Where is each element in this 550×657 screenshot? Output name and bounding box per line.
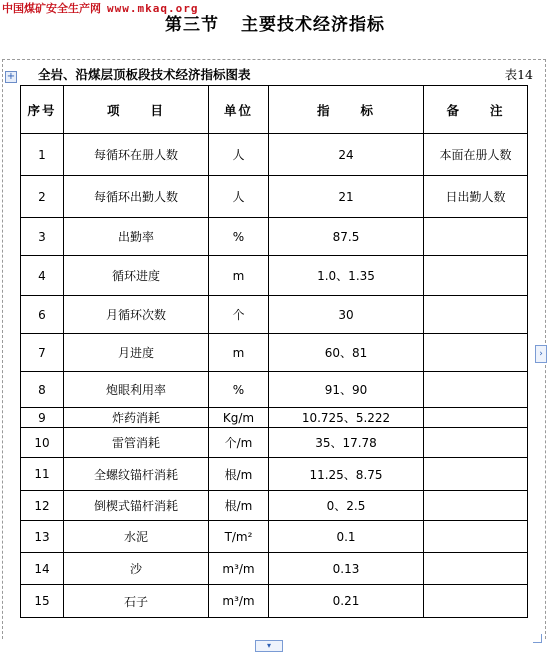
cell-value: 21 — [269, 176, 424, 218]
cell-seq: 12 — [21, 491, 64, 521]
cell-note: 日出勤人数 — [424, 176, 528, 218]
cell-item: 月进度 — [64, 334, 209, 372]
cell-note — [424, 521, 528, 553]
cell-note: 本面在册人数 — [424, 134, 528, 176]
table-row — [21, 134, 528, 176]
table-number: 表14 — [504, 67, 533, 82]
cell-item: 炸药消耗 — [64, 408, 209, 428]
cell-seq: 14 — [21, 553, 64, 585]
cell-item: 石子 — [64, 585, 209, 618]
cell-value: 1.0、1.35 — [269, 256, 424, 296]
cell-value: 35、17.78 — [269, 428, 424, 458]
cell-seq: 15 — [21, 585, 64, 618]
cell-unit: 人 — [209, 134, 269, 176]
cell-note — [424, 296, 528, 334]
cell-unit: m — [209, 256, 269, 296]
cell-item: 全螺纹锚杆消耗 — [64, 458, 209, 491]
cell-seq: 2 — [21, 176, 64, 218]
table-row — [21, 218, 528, 256]
cell-value: 0.21 — [269, 585, 424, 618]
cell-seq: 7 — [21, 334, 64, 372]
section-number: 第三节 — [165, 15, 219, 35]
cell-note — [424, 256, 528, 296]
cell-note — [424, 553, 528, 585]
cell-value: 60、81 — [269, 334, 424, 372]
cell-value: 30 — [269, 296, 424, 334]
table-body — [21, 134, 528, 618]
cell-value: 10.725、5.222 — [269, 408, 424, 428]
cell-value: 24 — [269, 134, 424, 176]
header-item: 项 目 — [64, 86, 209, 134]
resize-right-icon[interactable]: › — [535, 345, 547, 363]
cell-item: 月循环次数 — [64, 296, 209, 334]
cell-seq: 13 — [21, 521, 64, 553]
cell-value: 87.5 — [269, 218, 424, 256]
cell-item: 水泥 — [64, 521, 209, 553]
cell-value: 0.13 — [269, 553, 424, 585]
cell-unit: m³/m — [209, 553, 269, 585]
table-row — [21, 491, 528, 521]
cell-item: 沙 — [64, 553, 209, 585]
watermark-url: www.mkaq.org — [107, 2, 199, 15]
cell-seq: 9 — [21, 408, 64, 428]
cell-unit: 根/m — [209, 458, 269, 491]
cell-value: 11.25、8.75 — [269, 458, 424, 491]
cell-unit: 人 — [209, 176, 269, 218]
table-row — [21, 256, 528, 296]
cell-seq: 3 — [21, 218, 64, 256]
cell-unit: m³/m — [209, 585, 269, 618]
cell-seq: 11 — [21, 458, 64, 491]
cell-item: 每循环在册人数 — [64, 134, 209, 176]
header-value: 指 标 — [269, 86, 424, 134]
cell-value: 0.1 — [269, 521, 424, 553]
table-row — [21, 296, 528, 334]
table-row — [21, 334, 528, 372]
cell-note — [424, 334, 528, 372]
plus-box-icon[interactable]: + — [6, 71, 16, 82]
watermark-site-name: 中国煤矿安全生产网 — [2, 2, 101, 15]
cell-seq: 10 — [21, 428, 64, 458]
cell-note — [424, 428, 528, 458]
cell-unit: % — [209, 372, 269, 408]
cell-seq: 8 — [21, 372, 64, 408]
cell-value: 0、2.5 — [269, 491, 424, 521]
cell-item: 雷管消耗 — [64, 428, 209, 458]
resize-down-icon[interactable]: ▾ — [255, 640, 283, 652]
table-row — [21, 553, 528, 585]
cell-note — [424, 408, 528, 428]
cell-item: 循环进度 — [64, 256, 209, 296]
cell-seq: 1 — [21, 134, 64, 176]
text-boundary-top — [2, 59, 546, 60]
indicators-table — [20, 85, 528, 618]
cell-item: 每循环出勤人数 — [64, 176, 209, 218]
cell-note — [424, 585, 528, 618]
cell-seq: 6 — [21, 296, 64, 334]
cell-note — [424, 218, 528, 256]
cell-note — [424, 372, 528, 408]
cell-value: 91、90 — [269, 372, 424, 408]
corner-marker — [533, 634, 542, 643]
cell-unit: Kg/m — [209, 408, 269, 428]
table-header-row — [21, 86, 528, 134]
cell-note — [424, 491, 528, 521]
cell-unit: 根/m — [209, 491, 269, 521]
cell-unit: 个 — [209, 296, 269, 334]
header-note: 备 注 — [424, 86, 528, 134]
cell-item: 倒楔式锚杆消耗 — [64, 491, 209, 521]
cell-unit: T/m² — [209, 521, 269, 553]
cell-unit: % — [209, 218, 269, 256]
table-row — [21, 521, 528, 553]
table-row — [21, 176, 528, 218]
cell-note — [424, 458, 528, 491]
table-row — [21, 428, 528, 458]
header-unit: 单位 — [209, 86, 269, 134]
table-row — [21, 458, 528, 491]
section-title: 主要技术经济指标 — [241, 15, 385, 35]
cell-unit: 个/m — [209, 428, 269, 458]
page-title — [0, 10, 550, 35]
cell-item: 出勤率 — [64, 218, 209, 256]
cell-unit: m — [209, 334, 269, 372]
text-boundary-left — [2, 59, 3, 639]
header-seq: 序号 — [21, 86, 64, 134]
cell-item: 炮眼利用率 — [64, 372, 209, 408]
table-row — [21, 408, 528, 428]
table-row — [21, 585, 528, 618]
table-caption: 全岩、沿煤层顶板段技术经济指标图表 — [38, 67, 251, 82]
cell-seq: 4 — [21, 256, 64, 296]
table-row — [21, 372, 528, 408]
